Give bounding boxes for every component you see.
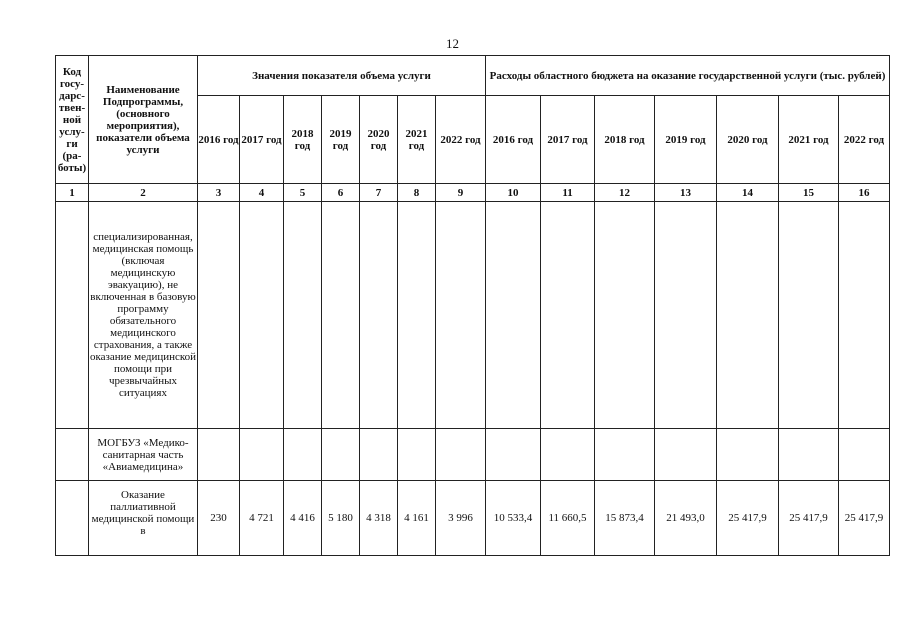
header-value-year: 2021 год <box>398 96 436 184</box>
header-value-year: 2019 год <box>322 96 360 184</box>
header-value-year: 2020 год <box>360 96 398 184</box>
row-expense <box>655 429 717 481</box>
row-expense <box>779 429 839 481</box>
row-expense <box>839 202 890 429</box>
row-expense: 15 873,4 <box>595 481 655 556</box>
row-expense: 25 417,9 <box>779 481 839 556</box>
row-code <box>56 202 89 429</box>
row-value: 4 416 <box>284 481 322 556</box>
row-value <box>284 202 322 429</box>
row-value: 4 161 <box>398 481 436 556</box>
row-value <box>240 429 284 481</box>
row-expense: 10 533,4 <box>486 481 541 556</box>
row-expense <box>839 429 890 481</box>
row-value <box>398 202 436 429</box>
row-name: МОГБУЗ «Медико-санитарная часть «Авиамедицина» <box>89 429 198 481</box>
column-index-row <box>56 184 890 202</box>
row-value <box>360 202 398 429</box>
row-value: 5 180 <box>322 481 360 556</box>
header-expense-year: 2016 год <box>486 96 541 184</box>
column-index: 11 <box>541 184 595 202</box>
header-expense-year: 2022 год <box>839 96 890 184</box>
row-expense <box>655 202 717 429</box>
row-value <box>436 429 486 481</box>
row-code <box>56 481 89 556</box>
row-expense <box>541 202 595 429</box>
column-index: 2 <box>89 184 198 202</box>
row-expense <box>717 429 779 481</box>
row-value <box>284 429 322 481</box>
column-index: 6 <box>322 184 360 202</box>
row-expense: 21 493,0 <box>655 481 717 556</box>
row-value: 4 721 <box>240 481 284 556</box>
row-expense <box>595 429 655 481</box>
column-index: 14 <box>717 184 779 202</box>
column-index: 7 <box>360 184 398 202</box>
row-expense <box>595 202 655 429</box>
header-value-year: 2017 год <box>240 96 284 184</box>
column-index: 13 <box>655 184 717 202</box>
column-index: 15 <box>779 184 839 202</box>
column-index: 1 <box>56 184 89 202</box>
header-name: Наименование Подпрограммы, (основного мероприятия), показатели объема услуги <box>89 56 198 184</box>
row-expense <box>486 429 541 481</box>
header-expense-year: 2018 год <box>595 96 655 184</box>
row-value <box>322 429 360 481</box>
column-index: 10 <box>486 184 541 202</box>
row-value <box>240 202 284 429</box>
row-value <box>322 202 360 429</box>
header-expense-year: 2021 год <box>779 96 839 184</box>
header-value-year: 2018 год <box>284 96 322 184</box>
row-value <box>198 202 240 429</box>
header-code: Код госу-дарс-твен-ной услу-ги (ра-боты) <box>56 56 89 184</box>
row-expense <box>717 202 779 429</box>
table-row <box>56 202 890 429</box>
row-name: специализированная, медицинская помощь (включая медицинскую эвакуацию), не включенная в базовую программу обязательного медицинского страхования, а также оказание медицинской помощи при чрезвычайных ситуациях <box>89 202 198 429</box>
row-value <box>360 429 398 481</box>
header-expenses-group: Расходы областного бюджета на оказание государственной услуги (тыс. рублей) <box>486 56 890 96</box>
row-name: Оказание паллиативной медицинской помощи в <box>89 481 198 556</box>
row-expense <box>779 202 839 429</box>
column-index: 9 <box>436 184 486 202</box>
row-value: 3 996 <box>436 481 486 556</box>
row-value: 4 318 <box>360 481 398 556</box>
row-value: 230 <box>198 481 240 556</box>
column-index: 12 <box>595 184 655 202</box>
row-expense: 25 417,9 <box>717 481 779 556</box>
page-number: 12 <box>446 36 459 51</box>
table-row <box>56 429 890 481</box>
header-value-year: 2016 год <box>198 96 240 184</box>
table-row <box>56 481 890 556</box>
header-expense-year: 2019 год <box>655 96 717 184</box>
row-value <box>436 202 486 429</box>
row-code <box>56 429 89 481</box>
row-expense <box>486 202 541 429</box>
column-index: 4 <box>240 184 284 202</box>
row-expense: 25 417,9 <box>839 481 890 556</box>
column-index: 8 <box>398 184 436 202</box>
column-index: 5 <box>284 184 322 202</box>
header-value-year: 2022 год <box>436 96 486 184</box>
header-row-1 <box>56 56 890 96</box>
row-expense: 11 660,5 <box>541 481 595 556</box>
column-index: 16 <box>839 184 890 202</box>
header-values-group: Значения показателя объема услуги <box>198 56 486 96</box>
row-value <box>398 429 436 481</box>
services-table <box>55 55 890 556</box>
row-expense <box>541 429 595 481</box>
column-index: 3 <box>198 184 240 202</box>
header-expense-year: 2017 год <box>541 96 595 184</box>
row-value <box>198 429 240 481</box>
header-expense-year: 2020 год <box>717 96 779 184</box>
